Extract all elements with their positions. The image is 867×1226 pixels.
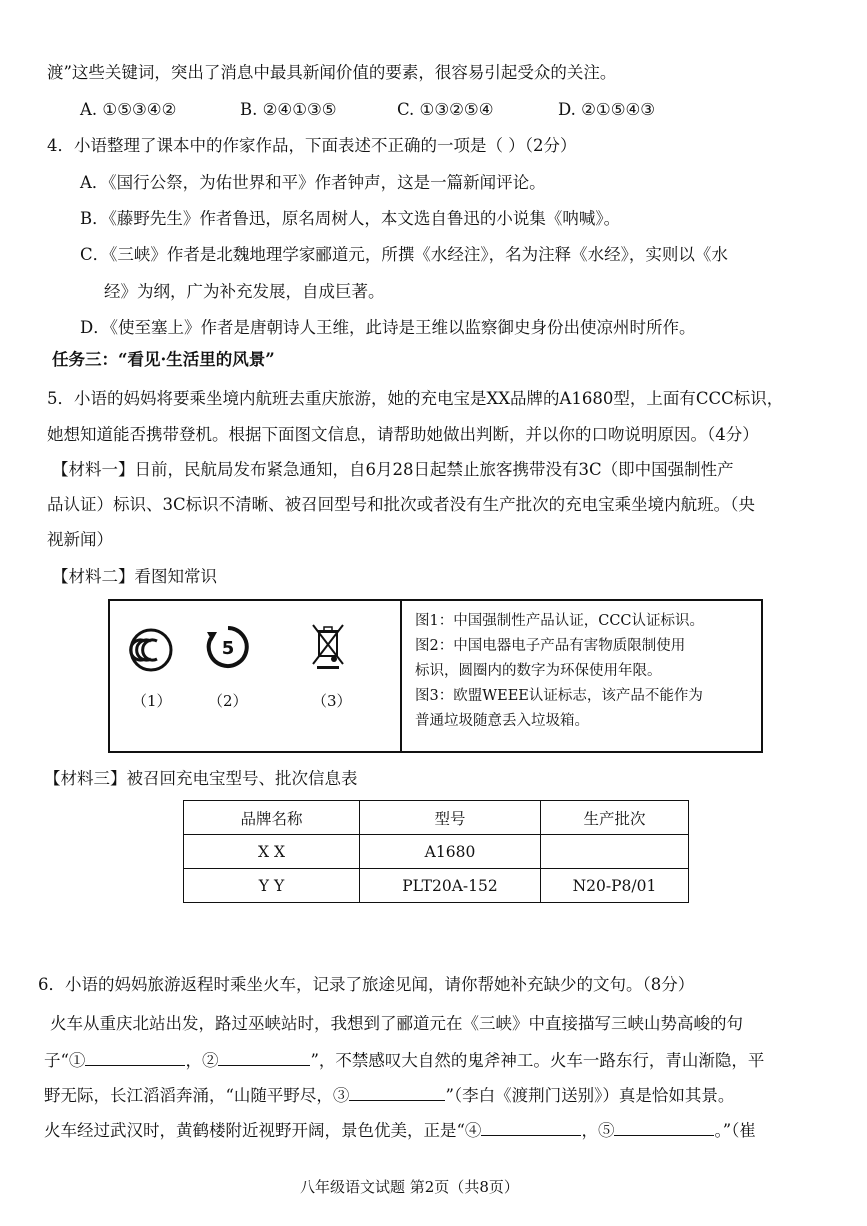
ccc-mark-icon bbox=[129, 628, 173, 672]
q5-line1: 5．小语的妈妈将要乘坐境内航班去重庆旅游，她的充电宝是XX品牌的A1680型，上面有CCC标识， bbox=[47, 389, 784, 408]
desc-line-5: 普通垃圾随意丢入垃圾箱。 bbox=[415, 713, 589, 729]
blank-2[interactable] bbox=[218, 1049, 310, 1066]
q3-option-c: C. ①③②⑤④ bbox=[397, 100, 494, 119]
table-cell bbox=[541, 835, 689, 869]
q4-option-d: D．《使至塞上》作者是唐朝诗人王维，此诗是王维以监察御史身份出使凉州时所作。 bbox=[80, 318, 696, 337]
material1-line2: 品认证）标识、3C标识不清晰、被召回型号和批次或者没有生产批次的充电宝乘坐境内航班。（央 bbox=[47, 495, 755, 514]
table-row bbox=[184, 835, 689, 869]
q4-option-c-line2: 经》为纲，广为补充发展，自成巨著。 bbox=[104, 282, 385, 301]
q3-option-b: B. ②④①③⑤ bbox=[240, 100, 337, 119]
svg-text:5: 5 bbox=[221, 638, 235, 659]
desc-line-1: 图1：中国强制性产品认证，CCC认证标识。 bbox=[415, 613, 705, 629]
table-cell: X X bbox=[184, 835, 360, 869]
q3-tail-text: 渡”这些关键词，突出了消息中最具新闻价值的要素，很容易引起受众的关注。 bbox=[47, 63, 617, 82]
material2-title: 【材料二】看图知常识 bbox=[52, 567, 217, 586]
desc-line-2: 图2：中国电器电子产品有害物质限制使用 bbox=[415, 638, 686, 654]
recycle-5-icon bbox=[205, 624, 251, 670]
table-header-cell: 型号 bbox=[360, 801, 541, 835]
desc-line-4: 图3：欧盟WEEE认证标志，该产品不能作为 bbox=[415, 688, 703, 704]
icon-caption-2: （2） bbox=[208, 692, 248, 710]
q5-line2: 她想知道能否携带登机。根据下面图文信息，请帮助她做出判断，并以你的口吻说明原因。（4分） bbox=[47, 425, 759, 444]
q6-para-line3: 野无际，长江滔滔奔涌，“山随平野尽，③ ”（李白《渡荆门送别》）真是恰如其景。 bbox=[44, 1086, 735, 1105]
material1-line1: 【材料一】日前，民航局发布紧急通知，自6月28日起禁止旅客携带没有3C（即中国强制性产 bbox=[52, 460, 734, 479]
material2-description bbox=[415, 609, 755, 734]
task3-title: 任务三：“看见·生活里的风景” bbox=[52, 350, 275, 369]
table-header-cell: 生产批次 bbox=[541, 801, 689, 835]
q6-stem: 6．小语的妈妈旅游返程时乘坐火车，记录了旅途见闻，请你帮她补充缺少的文句。（8分） bbox=[38, 975, 695, 994]
page-footer: 八年级语文试题 第2页（共8页） bbox=[300, 1178, 519, 1196]
crossed-bin-icon bbox=[310, 622, 346, 670]
table-row bbox=[184, 869, 689, 903]
figure-divider bbox=[400, 601, 402, 751]
table-header-row bbox=[184, 801, 689, 835]
blank-3[interactable] bbox=[349, 1084, 445, 1101]
q6-para-line1: 火车从重庆北站出发，路过巫峡站时，我想到了郦道元在《三峡》中直接描写三峡山势高峻的句 bbox=[50, 1014, 743, 1033]
icon-caption-1: （1） bbox=[132, 692, 172, 710]
q4-option-c-line1: C．《三峡》作者是北魏地理学家郦道元，所撰《水经注》，名为注释《水经》，实则以《水 bbox=[80, 245, 728, 264]
material1-line3: 视新闻） bbox=[47, 530, 113, 549]
material3-title: 【材料三】被召回充电宝型号、批次信息表 bbox=[44, 769, 358, 788]
icon-caption-3: （3） bbox=[312, 692, 352, 710]
table-cell: Y Y bbox=[184, 869, 360, 903]
table-cell: N20-P8/01 bbox=[541, 869, 689, 903]
q3-option-d: D. ②①⑤④③ bbox=[558, 100, 656, 119]
blank-5[interactable] bbox=[614, 1119, 714, 1136]
q4-option-a: A．《国行公祭，为佑世界和平》作者钟声，这是一篇新闻评论。 bbox=[80, 173, 546, 192]
desc-line-3: 标识，圆圈内的数字为环保使用年限。 bbox=[415, 663, 662, 679]
material2-figure-box bbox=[108, 599, 763, 753]
table-header-cell: 品牌名称 bbox=[184, 801, 360, 835]
q4-option-b: B．《藤野先生》作者鲁迅，原名周树人，本文选自鲁迅的小说集《呐喊》。 bbox=[80, 209, 621, 228]
q4-stem: 4．小语整理了课本中的作家作品，下面表述不正确的一项是（ ）（2分） bbox=[47, 136, 577, 155]
q6-para-line4: 火车经过武汉时，黄鹤楼附近视野开阔，景色优美，正是“④ ，⑤ 。”（崔 bbox=[44, 1121, 756, 1140]
table-cell: A1680 bbox=[360, 835, 541, 869]
table-cell: PLT20A-152 bbox=[360, 869, 541, 903]
recall-table bbox=[183, 800, 689, 903]
q6-para-line2: 子“① ，② ”，不禁感叹大自然的鬼斧神工。火车一路东行，青山渐隐，平 bbox=[44, 1051, 765, 1070]
q3-option-a: A. ①⑤③④② bbox=[80, 100, 177, 119]
blank-4[interactable] bbox=[481, 1119, 581, 1136]
blank-1[interactable] bbox=[85, 1049, 185, 1066]
